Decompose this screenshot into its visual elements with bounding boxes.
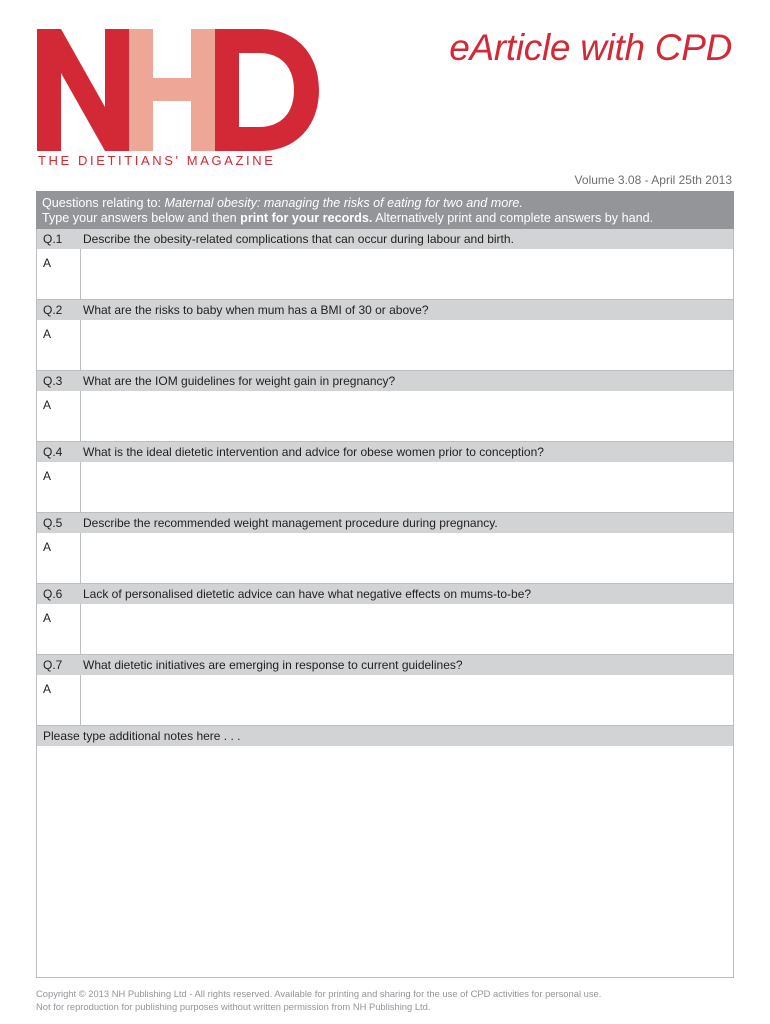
intro-label: Questions relating to: <box>42 196 162 210</box>
answer-row <box>36 391 734 442</box>
question-row <box>36 371 734 391</box>
logo-letter-h <box>129 29 215 151</box>
nhd-logo <box>37 29 319 151</box>
answer-field-7[interactable] <box>81 675 733 725</box>
question-row <box>36 655 734 675</box>
volume-date: Volume 3.08 - April 25th 2013 <box>574 173 732 187</box>
intro-header <box>36 191 734 229</box>
question-block-7 <box>36 655 734 726</box>
question-block-6 <box>36 584 734 655</box>
answer-field-1[interactable] <box>81 249 733 299</box>
question-block-3 <box>36 371 734 442</box>
intro-instruction-pre: Type your answers below and then <box>42 211 237 225</box>
question-number: Q.3 <box>43 374 63 388</box>
copyright-line-2: Not for reproduction for publishing purposes without written permission from NH Publishing Ltd. <box>36 1001 431 1012</box>
answer-row <box>36 320 734 371</box>
copyright-line-1: Copyright © 2013 NH Publishing Ltd - All rights reserved. Available for printing and sharing for the use of CPD activities for personal use. <box>36 988 602 999</box>
question-text: Describe the obesity-related complications that can occur during labour and birth. <box>83 232 514 246</box>
intro-topic: Maternal obesity: managing the risks of eating for two and more. <box>164 196 523 210</box>
answer-label: A <box>37 462 81 512</box>
answer-row <box>36 462 734 513</box>
cpd-form <box>36 191 734 978</box>
answer-row <box>36 604 734 655</box>
intro-instruction-post: Alternatively print and complete answers by hand. <box>375 211 654 225</box>
question-number: Q.5 <box>43 516 63 530</box>
answer-field-3[interactable] <box>81 391 733 441</box>
answer-field-6[interactable] <box>81 604 733 654</box>
question-row <box>36 584 734 604</box>
document-title: eArticle with CPD <box>449 27 732 68</box>
answer-row <box>36 249 734 300</box>
answer-field-4[interactable] <box>81 462 733 512</box>
answer-field-2[interactable] <box>81 320 733 370</box>
logo-letter-n <box>37 29 129 151</box>
notes-field[interactable] <box>36 746 734 978</box>
answer-label: A <box>37 391 81 441</box>
copyright-notice <box>36 987 601 1013</box>
question-text: What dietetic initiatives are emerging in response to current guidelines? <box>83 658 463 672</box>
question-block-4 <box>36 442 734 513</box>
question-row <box>36 229 734 249</box>
answer-label: A <box>37 604 81 654</box>
intro-instruction-bold: print for your records. <box>240 211 373 225</box>
answer-label: A <box>37 533 81 583</box>
question-number: Q.4 <box>43 445 63 459</box>
answer-row <box>36 675 734 726</box>
logo-letter-d <box>215 29 319 151</box>
question-number: Q.7 <box>43 658 63 672</box>
question-row <box>36 442 734 462</box>
question-text: What is the ideal dietetic intervention and advice for obese women prior to conception? <box>83 445 544 459</box>
answer-row <box>36 533 734 584</box>
question-block-2 <box>36 300 734 371</box>
question-text: What are the risks to baby when mum has a BMI of 30 or above? <box>83 303 429 317</box>
question-row <box>36 513 734 533</box>
logo-tagline: THE DIETITIANS' MAGAZINE <box>38 153 276 168</box>
answer-label: A <box>37 675 81 725</box>
question-number: Q.6 <box>43 587 63 601</box>
question-block-5 <box>36 513 734 584</box>
question-text: What are the IOM guidelines for weight gain in pregnancy? <box>83 374 396 388</box>
notes-header: Please type additional notes here . . . <box>36 726 734 746</box>
intro-line-1 <box>42 196 728 211</box>
question-row <box>36 300 734 320</box>
answer-label: A <box>37 320 81 370</box>
question-number: Q.2 <box>43 303 63 317</box>
answer-field-5[interactable] <box>81 533 733 583</box>
question-number: Q.1 <box>43 232 63 246</box>
question-text: Describe the recommended weight management procedure during pregnancy. <box>83 516 498 530</box>
question-block-1 <box>36 229 734 300</box>
intro-line-2 <box>42 211 728 226</box>
answer-label: A <box>37 249 81 299</box>
question-text: Lack of personalised dietetic advice can have what negative effects on mums-to-be? <box>83 587 532 601</box>
